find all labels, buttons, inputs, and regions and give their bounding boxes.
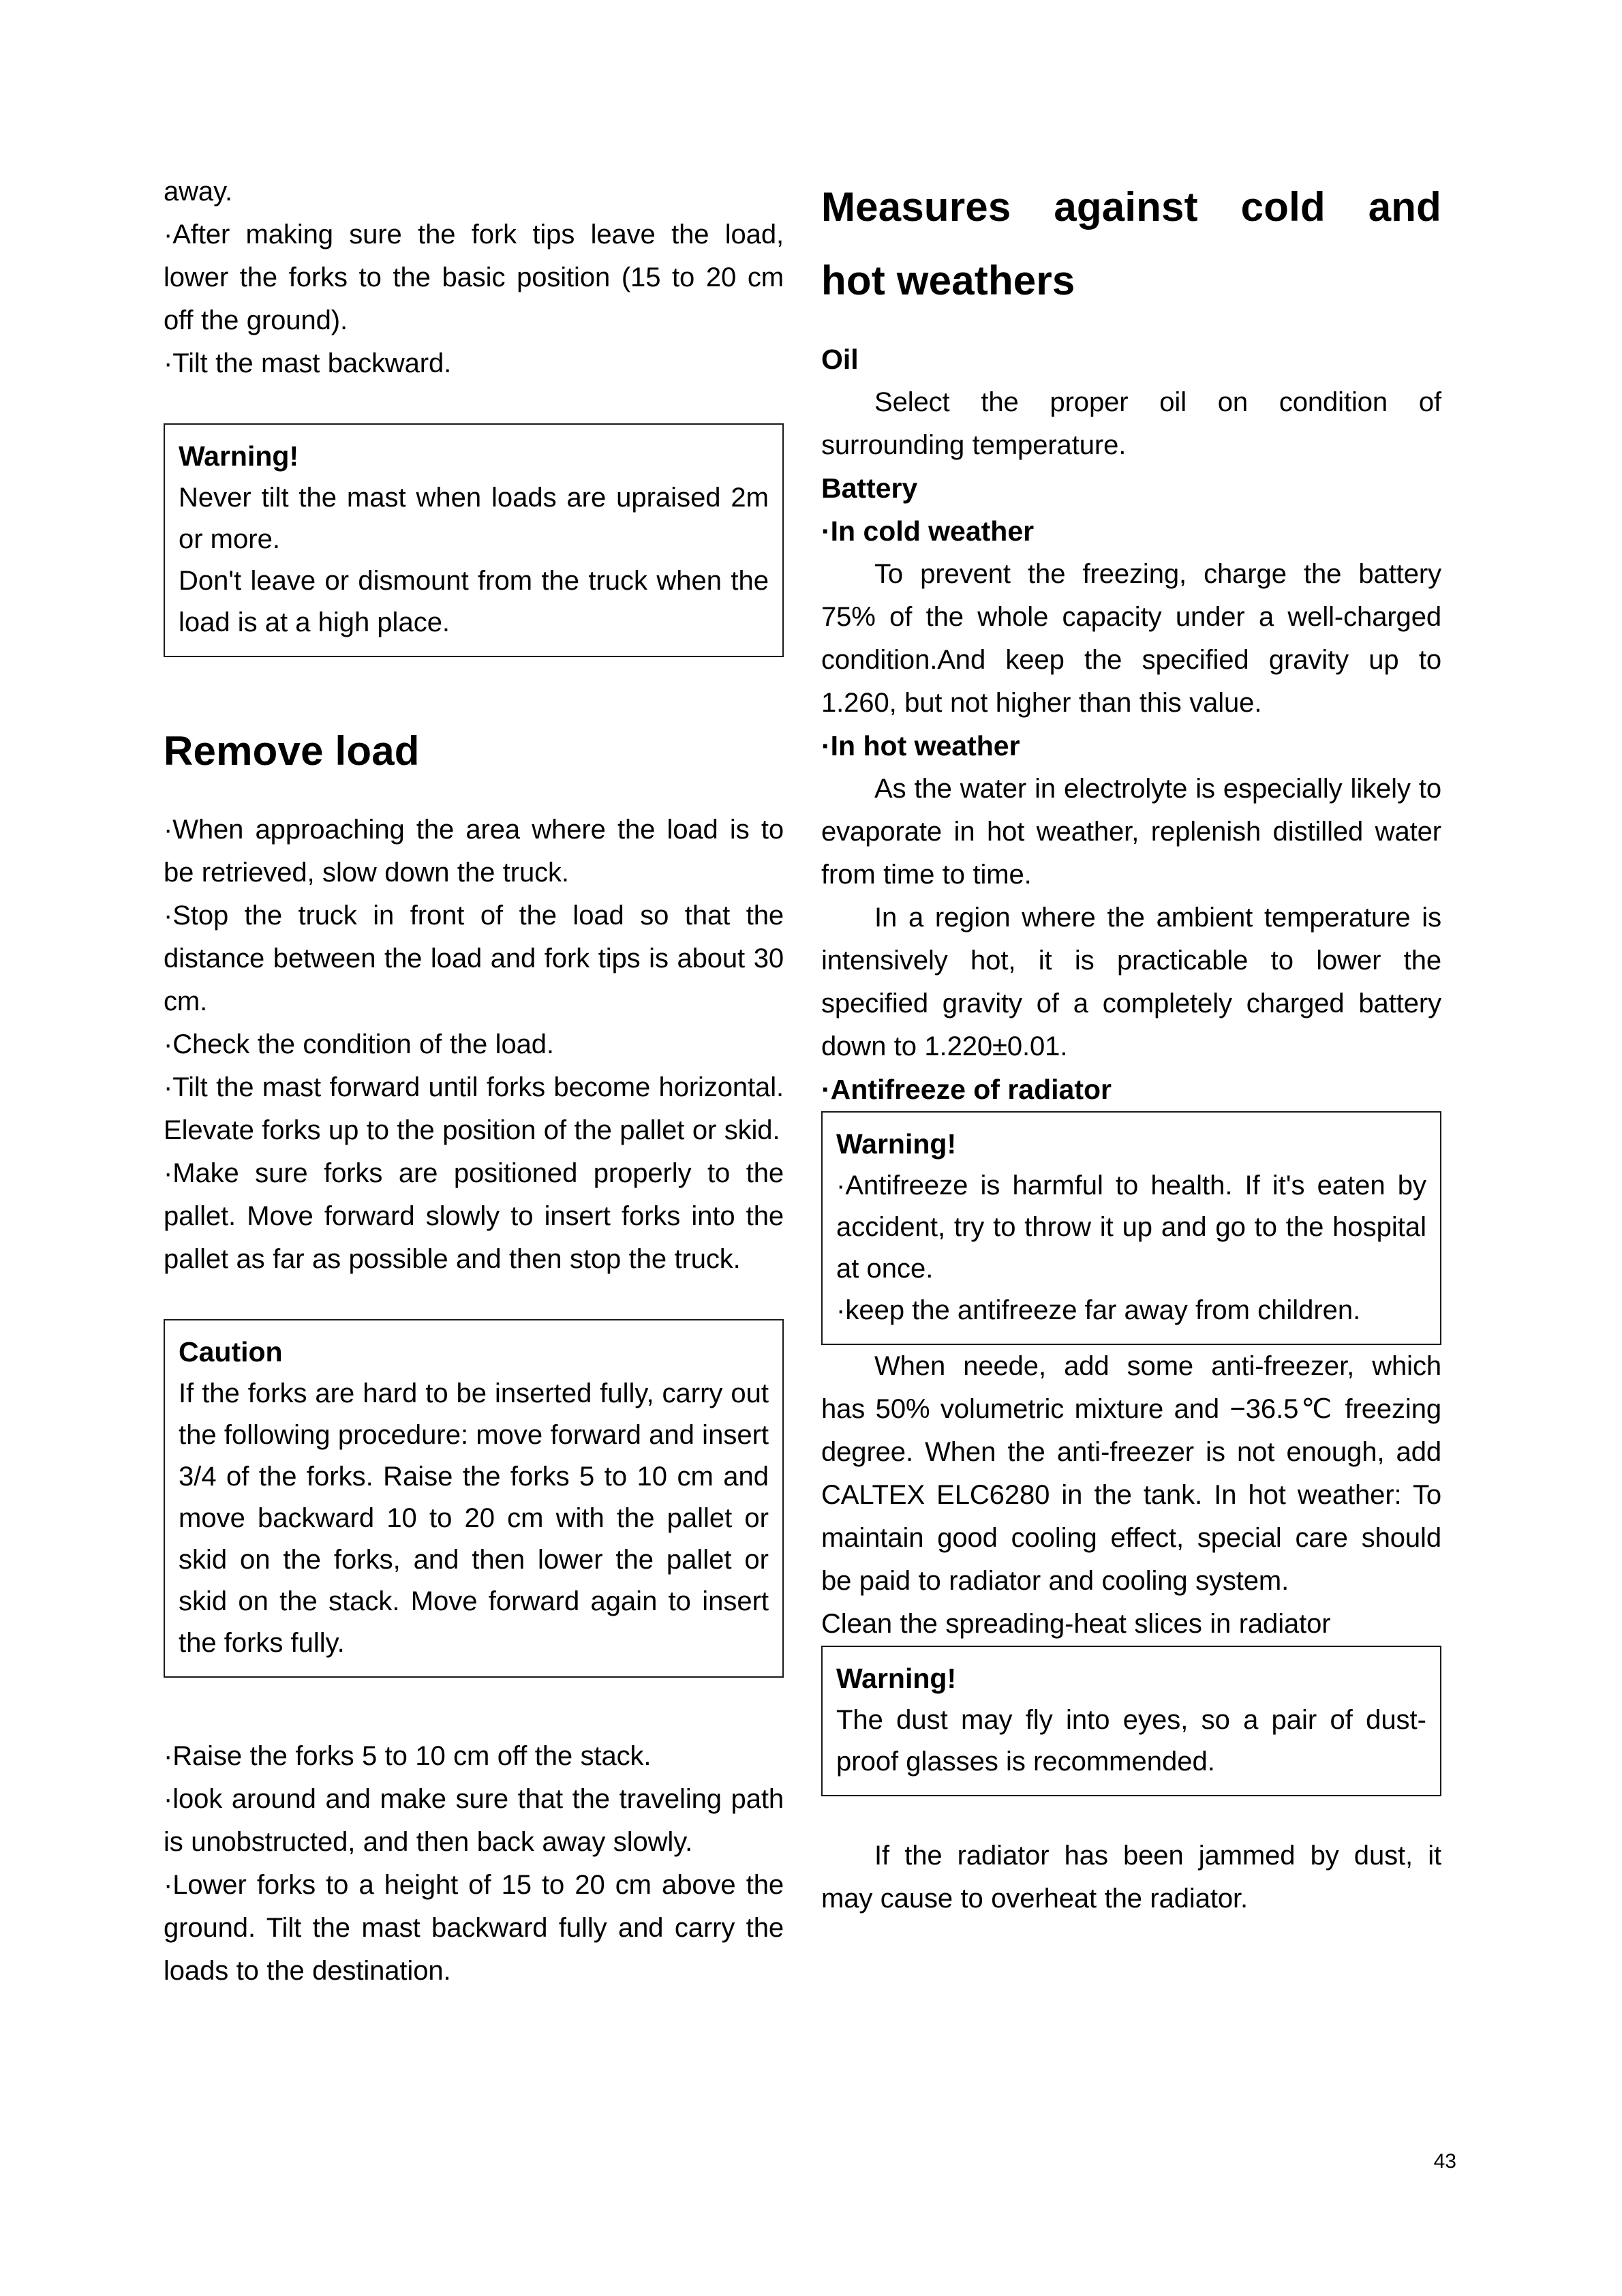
- warning-box-line-1: Never tilt the mast when loads are upraised 2m or more.: [179, 483, 769, 554]
- paragraph-radiator-jammed: If the radiator has been jammed by dust, it may cause to overheat the radiator.: [821, 1841, 1441, 1914]
- spacer: [164, 657, 784, 714]
- caution-box-text: If the forks are hard to be inserted fully, carry out the following procedure: move forward and insert 3/4 of the forks. Raise the forks 5 to 10 cm and move backward 10 to 20 cm with the pallet or skid on the forks, and then lower the pallet or skid on the stack. Move forward again to insert the forks fully.: [179, 1378, 769, 1658]
- paragraph-away: away.: [164, 177, 233, 207]
- page-title-measures-line2: hot weathers: [821, 258, 1075, 303]
- caution-box-forks-insertion: [164, 1319, 784, 1678]
- subheading-antifreeze-of-radiator: ·Antifreeze of radiator: [821, 1074, 1112, 1105]
- warning-box-antifreeze-line-1: ·Antifreeze is harmful to health. If it's eaten by accident, try to throw it up and go to the hospital at once.: [836, 1170, 1426, 1284]
- warning-box-label: Warning!: [836, 1128, 957, 1160]
- step-stop-the-truck: ·Stop the truck in front of the load so that the distance between the load and fork tips is about 30 cm.: [164, 901, 784, 1016]
- subheading-in-hot-weather: ·In hot weather: [821, 730, 1020, 761]
- paragraph-tilt-mast-backward: ·Tilt the mast backward.: [164, 348, 452, 378]
- spacer: [164, 788, 784, 809]
- page-title-measures-line1: Measures against cold and: [821, 184, 1441, 230]
- warning-box-tilt-mast: [164, 423, 784, 657]
- step-raise-forks-off-stack: ·Raise the forks 5 to 10 cm off the stack.: [164, 1741, 652, 1771]
- step-tilt-mast-forward: ·Tilt the mast forward until forks become horizontal. Elevate forks up to the position of the pallet or skid.: [164, 1072, 784, 1145]
- paragraph-cold-weather: To prevent the freezing, charge the battery 75% of the whole capacity under a well-charged condition.And keep the specified gravity up to 1.260, but not higher than this value.: [821, 559, 1441, 718]
- subheading-in-cold-weather: ·In cold weather: [821, 515, 1035, 547]
- step-look-around: ·look around and make sure that the traveling path is unobstructed, and then back away slowly.: [164, 1784, 784, 1857]
- line-clean-spreading-heat-slices: Clean the spreading-heat slices in radiator: [821, 1609, 1331, 1639]
- step-when-approaching: ·When approaching the area where the load is to be retrieved, slow down the truck.: [164, 815, 784, 888]
- page-title-remove-load: Remove load: [164, 728, 420, 774]
- subheading-oil: Oil: [821, 344, 859, 375]
- warning-box-label: Warning!: [179, 440, 299, 472]
- spacer: [164, 1281, 784, 1319]
- paragraph-after-making-sure: ·After making sure the fork tips leave the load, lower the forks to the basic position (15 to 20 cm off the ground).: [164, 220, 784, 335]
- step-lower-forks-carry-loads: ·Lower forks to a height of 15 to 20 cm above the ground. Tilt the mast backward fully and carry the loads to the destination.: [164, 1870, 784, 1986]
- warning-box-antifreeze-line-2: ·keep the antifreeze far away from children.: [836, 1295, 1361, 1325]
- spacer: [164, 1678, 784, 1735]
- subheading-battery: Battery: [821, 472, 918, 504]
- spacer: [821, 1796, 1441, 1834]
- left-column: [164, 170, 784, 1993]
- spacer: [164, 385, 784, 423]
- warning-box-dust: [821, 1646, 1441, 1796]
- paragraph-hot-weather-1: As the water in electrolyte is especially likely to evaporate in hot weather, replenish distilled water from time to time.: [821, 774, 1441, 890]
- paragraph-hot-weather-2: In a region where the ambient temperature is intensively hot, it is practicable to lower the specified gravity of a completely charged battery down to 1.220±0.01.: [821, 903, 1441, 1061]
- page-number: 43: [1433, 2150, 1456, 2173]
- warning-box-line-2: Don't leave or dismount from the truck when the load is at a high place.: [179, 566, 769, 637]
- two-column-layout: [164, 170, 1458, 2173]
- warning-box-antifreeze: [821, 1111, 1441, 1345]
- caution-box-label: Caution: [179, 1336, 283, 1368]
- spacer: [821, 318, 1441, 338]
- step-make-sure-forks: ·Make sure forks are positioned properly to the pallet. Move forward slowly to insert forks into the pallet as far as possible and then stop the truck.: [164, 1158, 784, 1274]
- right-column: [821, 170, 1441, 1920]
- step-check-condition: ·Check the condition of the load.: [164, 1029, 554, 1059]
- paragraph-oil: Select the proper oil on condition of surrounding temperature.: [821, 387, 1441, 460]
- paragraph-antifreeze-usage: When neede, add some anti-freezer, which has 50% volumetric mixture and −36.5℃ freezing degree. When the anti-freezer is not enough, add CALTEX ELC6280 in the tank. In hot weather: To maintain good cooling effect, special care should be paid to radiator and cooling system.: [821, 1351, 1441, 1596]
- warning-box-dust-text: The dust may fly into eyes, so a pair of dust-proof glasses is recommended.: [836, 1705, 1426, 1777]
- warning-box-label: Warning!: [836, 1663, 957, 1694]
